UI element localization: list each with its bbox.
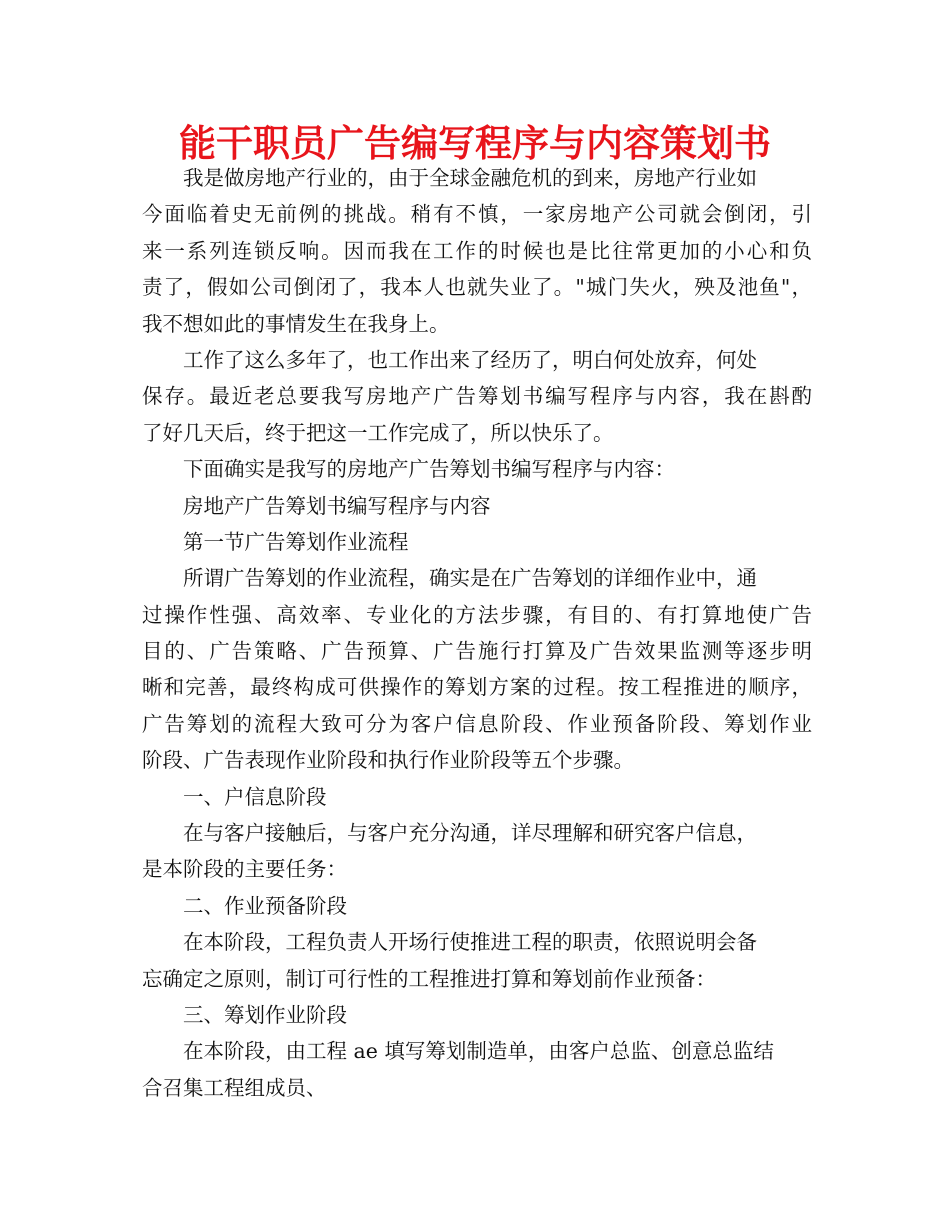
- document-title: 能干职员广告编写程序与内容策划书: [179, 122, 771, 165]
- paragraph-line: 今面临着史无前例的挑战。稍有不慎，一家房地产公司就会倒闭，引: [142, 202, 812, 227]
- paragraph: [142, 560, 812, 778]
- paragraph-line: 合召集工程组成员、: [142, 1075, 327, 1100]
- paragraph-line: 二、作业预备阶段: [183, 893, 347, 918]
- paragraph-line: 是本阶段的主要任务：: [142, 857, 347, 882]
- section-heading: [142, 488, 812, 524]
- paragraph-line: 在本阶段，工程负责人开场行使推进工程的职责，依照说明会备: [183, 930, 757, 955]
- paragraph-line: 责了，假如公司倒闭了，我本人也就失业了。"城门失火，殃及池鱼"，: [142, 275, 812, 300]
- paragraph-line: 保存。最近老总要我写房地产广告筹划书编写程序与内容，我在斟酌: [142, 384, 812, 409]
- section-heading: [142, 888, 812, 924]
- section-heading: [142, 997, 812, 1033]
- paragraph-line: 在本阶段，由工程 ae 填写筹划制造单，由客户总监、创意总监结: [183, 1039, 774, 1064]
- paragraph: [142, 1033, 812, 1106]
- paragraph-line: 第一节广告筹划作业流程: [183, 529, 409, 554]
- document-body: [142, 160, 812, 1106]
- paragraph: [142, 451, 812, 487]
- paragraph-line: 我不想如此的事情发生在我身上。: [142, 311, 450, 336]
- paragraph-line: 广告筹划的流程大致可分为客户信息阶段、作业预备阶段、筹划作业: [142, 711, 812, 736]
- paragraph-line: 工作了这么多年了，也工作出来了经历了，明白何处放弃，何处: [183, 347, 757, 372]
- paragraph: [142, 160, 812, 342]
- section-heading: [142, 779, 812, 815]
- paragraph-line: 下面确实是我写的房地产广告筹划书编写程序与内容：: [183, 457, 675, 482]
- paragraph: [142, 815, 812, 888]
- paragraph: [142, 342, 812, 451]
- paragraph: [142, 924, 812, 997]
- paragraph-line: 所谓广告筹划的作业流程，确实是在广告筹划的详细作业中，通: [183, 566, 757, 591]
- paragraph-line: 晰和完善，最终构成可供操作的筹划方案的过程。按工程推进的顺序，: [142, 675, 812, 700]
- paragraph-line: 忘确定之原则，制订可行性的工程推进打算和筹划前作业预备：: [142, 966, 716, 991]
- paragraph-line: 三、筹划作业阶段: [183, 1002, 347, 1027]
- paragraph-line: 阶段、广告表现作业阶段和执行作业阶段等五个步骤。: [142, 748, 634, 773]
- paragraph-line: 过操作性强、高效率、专业化的方法步骤，有目的、有打算地使广告: [142, 602, 812, 627]
- paragraph-line: 我是做房地产行业的，由于全球金融危机的到来，房地产行业如: [183, 166, 757, 190]
- paragraph-line: 了好几天后，终于把这一工作完成了，所以快乐了。: [142, 420, 614, 445]
- paragraph-line: 目的、广告策略、广告预算、广告施行打算及广告效果监测等逐步明: [142, 639, 812, 664]
- paragraph-line: 房地产广告筹划书编写程序与内容: [183, 493, 491, 518]
- section-heading: [142, 524, 812, 560]
- paragraph-line: 来一系列连锁反响。因而我在工作的时候也是比往常更加的小心和负: [142, 238, 812, 263]
- paragraph-line: 在与客户接触后，与客户充分沟通，详尽理解和研究客户信息，: [183, 821, 757, 846]
- paragraph-line: 一、户信息阶段: [183, 784, 327, 809]
